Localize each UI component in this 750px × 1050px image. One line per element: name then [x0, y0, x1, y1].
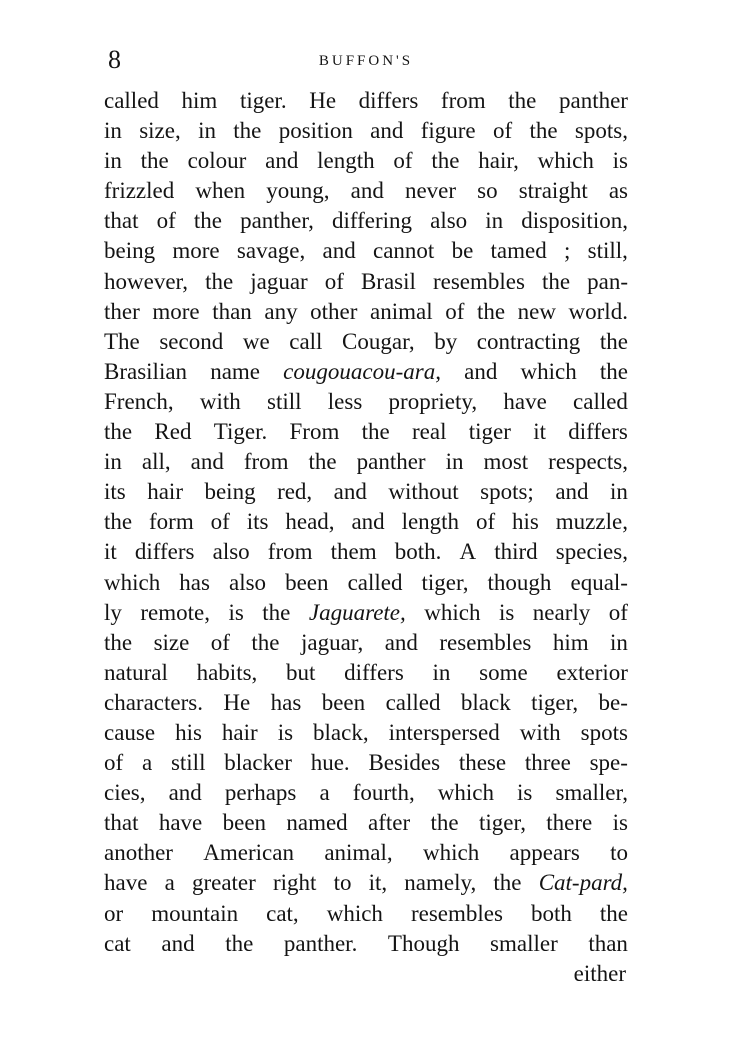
- word: Brasil: [360, 268, 416, 294]
- word: them: [330, 539, 377, 565]
- word: spots,: [574, 118, 628, 144]
- word: disposition,: [521, 208, 628, 234]
- word: a: [141, 750, 153, 776]
- word: but: [286, 659, 316, 685]
- word: of: [393, 148, 413, 174]
- word: which: [424, 599, 481, 625]
- word: to: [333, 870, 352, 896]
- word: been: [321, 689, 366, 715]
- word: by: [434, 328, 458, 354]
- word: which: [104, 569, 161, 595]
- word: He: [223, 689, 251, 715]
- word: when: [195, 178, 246, 204]
- word: called: [104, 88, 159, 113]
- word: spots;: [480, 479, 534, 505]
- word: tiger.: [239, 88, 287, 113]
- word: than: [588, 930, 628, 956]
- word: call: [289, 328, 323, 354]
- word: being: [204, 479, 256, 505]
- word: contracting: [476, 328, 581, 354]
- text-line: [104, 357, 628, 387]
- word: tiger,: [421, 569, 469, 595]
- word: exterior: [556, 659, 628, 685]
- word: of: [210, 509, 230, 535]
- catchword-line: [104, 959, 628, 989]
- word: being: [104, 238, 156, 264]
- word: American: [203, 840, 294, 866]
- word: and: [350, 178, 384, 204]
- word: straight: [518, 178, 588, 204]
- word: been: [222, 810, 267, 836]
- word: differs: [134, 539, 195, 565]
- text-line: [104, 899, 628, 929]
- word: length: [317, 148, 375, 174]
- word: world.: [568, 298, 628, 324]
- text-line: [104, 327, 628, 357]
- word: tamed: [490, 238, 547, 264]
- word: which: [326, 900, 383, 926]
- word: Cougar,: [342, 328, 415, 354]
- word: have: [104, 870, 148, 896]
- word: greater: [191, 870, 256, 896]
- word: be: [451, 238, 474, 264]
- word: equal-: [570, 569, 628, 595]
- text-line: [104, 868, 628, 898]
- word: The: [104, 328, 140, 354]
- word: the: [308, 449, 337, 475]
- text-line: [104, 236, 628, 266]
- word: other: [310, 298, 358, 324]
- word: is: [612, 810, 628, 836]
- word: in: [432, 659, 451, 685]
- word: species,: [555, 539, 628, 565]
- word: and: [168, 780, 202, 806]
- word: blacker: [224, 750, 292, 776]
- word: in: [104, 118, 122, 144]
- word: have: [503, 388, 547, 414]
- word: a: [319, 780, 330, 806]
- word: and: [370, 118, 404, 144]
- word: ly: [104, 599, 122, 625]
- word: as: [608, 178, 628, 204]
- word: right: [272, 870, 317, 896]
- word: have: [158, 810, 203, 836]
- word: is: [517, 780, 533, 806]
- text-line: [104, 417, 628, 447]
- word: the: [205, 268, 234, 294]
- word: differs: [344, 659, 404, 685]
- text-line: [104, 598, 628, 628]
- word: black,: [313, 719, 369, 745]
- word: resembles: [432, 268, 525, 294]
- word: the: [599, 900, 628, 926]
- word: second: [159, 328, 224, 354]
- word: the: [262, 599, 291, 625]
- text-line: [104, 116, 628, 146]
- word: panther.: [283, 930, 358, 956]
- text-line: [104, 718, 628, 748]
- word: the: [193, 208, 222, 234]
- word: so: [477, 178, 498, 204]
- word: muzzle,: [555, 509, 628, 535]
- word: from: [267, 539, 313, 565]
- word: figure: [420, 118, 476, 144]
- word: than: [212, 298, 252, 324]
- text-line: [104, 206, 628, 236]
- page-header: [104, 44, 628, 80]
- word: size: [153, 629, 190, 655]
- word: name: [210, 358, 261, 384]
- word: the: [104, 419, 133, 445]
- word: panther: [356, 449, 426, 475]
- word: Brasilian: [104, 358, 188, 384]
- word: and: [322, 238, 356, 264]
- word: the: [251, 629, 280, 655]
- word: is: [228, 599, 244, 625]
- word: jaguar: [250, 268, 308, 294]
- word: three: [524, 750, 571, 776]
- word: more: [172, 238, 220, 264]
- word: nearly: [532, 599, 591, 625]
- word: from: [440, 88, 486, 113]
- word: new: [517, 298, 556, 324]
- word: has: [270, 689, 302, 715]
- word: which: [437, 780, 494, 806]
- word: smaller: [490, 930, 558, 956]
- word: hair,: [478, 148, 519, 174]
- word: perhaps: [224, 780, 297, 806]
- word: characters.: [104, 689, 203, 715]
- word: young,: [266, 178, 330, 204]
- word: size,: [139, 118, 181, 144]
- word: named: [286, 810, 348, 836]
- word: without: [388, 479, 459, 505]
- word: with: [519, 719, 561, 745]
- word: cougouacou-ara,: [283, 358, 441, 384]
- word: its: [246, 509, 269, 535]
- word: also: [430, 208, 468, 234]
- word: called: [573, 388, 628, 414]
- word: differs: [568, 419, 628, 445]
- word: both.: [394, 539, 442, 565]
- word: is: [277, 719, 294, 745]
- word: cies,: [104, 780, 146, 806]
- word: red,: [277, 479, 313, 505]
- word: it,: [368, 870, 388, 896]
- word: tiger: [468, 419, 511, 445]
- word: both: [530, 900, 572, 926]
- word: is: [498, 599, 515, 625]
- word: and: [333, 479, 367, 505]
- word: the: [233, 118, 262, 144]
- word: spots: [580, 719, 628, 745]
- word: of: [492, 118, 513, 144]
- word: though: [487, 569, 552, 595]
- text-line: [104, 537, 628, 567]
- word: of: [475, 509, 496, 535]
- body-text: [104, 86, 628, 989]
- word: the: [140, 148, 169, 174]
- word: in: [610, 479, 628, 505]
- word: interspersed: [388, 719, 500, 745]
- word: of: [104, 750, 124, 776]
- word: black: [460, 689, 511, 715]
- word: Tiger.: [213, 419, 268, 445]
- word: animal: [370, 298, 433, 324]
- word: that: [104, 208, 139, 234]
- word: him: [181, 88, 218, 113]
- word: the: [541, 268, 571, 294]
- word: namely,: [404, 870, 477, 896]
- word: of: [324, 268, 344, 294]
- word: which: [520, 358, 577, 384]
- text-line: [104, 297, 628, 327]
- word: in: [485, 208, 504, 234]
- word: tiger,: [478, 810, 526, 836]
- word: also: [228, 569, 267, 595]
- word: propriety,: [388, 388, 478, 414]
- word: hue.: [310, 750, 350, 776]
- word: head,: [285, 509, 335, 535]
- text-line: [104, 748, 628, 778]
- word: the: [476, 298, 506, 324]
- word: Though: [387, 930, 460, 956]
- word: smaller,: [555, 780, 628, 806]
- word: hair: [221, 719, 258, 745]
- word: and: [384, 629, 418, 655]
- running-head: BUFFON'S: [318, 53, 414, 69]
- word: to: [610, 840, 628, 866]
- word: frizzled: [104, 178, 175, 204]
- text-line: [104, 658, 628, 688]
- word: From: [289, 419, 340, 445]
- word: length: [401, 509, 460, 535]
- word: been: [285, 569, 329, 595]
- word: real: [412, 419, 447, 445]
- word: the: [361, 419, 390, 445]
- word: any: [264, 298, 298, 324]
- word: we: [242, 328, 270, 354]
- word: in: [610, 629, 628, 655]
- word: Cat-pard,: [538, 870, 628, 896]
- word: the: [529, 118, 558, 144]
- word: cannot: [372, 238, 435, 264]
- word: these: [458, 750, 507, 776]
- word: it: [104, 539, 117, 565]
- word: from: [243, 449, 289, 475]
- word: still: [170, 750, 206, 776]
- word: there: [546, 810, 593, 836]
- word: He: [309, 88, 337, 113]
- word: tiger,: [531, 689, 579, 715]
- word: the: [104, 509, 133, 535]
- word: the: [599, 328, 628, 354]
- word: resembles: [439, 629, 532, 655]
- word: ;: [564, 238, 571, 264]
- word: the: [508, 88, 537, 113]
- word: hair: [147, 479, 183, 505]
- word: with: [199, 388, 241, 414]
- word: natural: [104, 659, 168, 685]
- word: it: [533, 419, 546, 445]
- word: also: [212, 539, 250, 565]
- text-line: [104, 688, 628, 718]
- word: mountain: [151, 900, 239, 926]
- word: still,: [587, 238, 628, 264]
- word: less: [327, 388, 363, 414]
- word: animal,: [324, 840, 393, 866]
- word: in: [198, 118, 216, 144]
- word: in: [104, 148, 122, 174]
- text-line: [104, 929, 628, 959]
- word: the: [104, 629, 133, 655]
- page-number: 8: [108, 45, 121, 74]
- word: cat,: [266, 900, 299, 926]
- word: called: [385, 689, 441, 715]
- word: respects,: [548, 449, 628, 475]
- word: of: [608, 599, 628, 625]
- text-line: [104, 628, 628, 658]
- text-line: [104, 808, 628, 838]
- word: still: [267, 388, 302, 414]
- word: his: [175, 719, 202, 745]
- text-line: [104, 146, 628, 176]
- text-line: [104, 507, 628, 537]
- word: all,: [141, 449, 171, 475]
- text-line: [104, 267, 628, 297]
- word: be-: [598, 689, 628, 715]
- word: the: [431, 148, 460, 174]
- word: colour: [187, 148, 247, 174]
- word: and: [464, 358, 498, 384]
- word: of: [156, 208, 176, 234]
- word: and: [555, 479, 589, 505]
- word: panther: [558, 88, 628, 113]
- word: of: [210, 629, 230, 655]
- word: the: [225, 930, 254, 956]
- word: and: [190, 449, 224, 475]
- word: fourth,: [352, 780, 415, 806]
- word: in: [104, 449, 122, 475]
- word: which: [537, 148, 594, 174]
- word: and: [351, 509, 385, 535]
- word: the: [493, 870, 522, 896]
- word: Besides: [368, 750, 441, 776]
- word: its: [104, 479, 126, 505]
- word: him: [552, 629, 589, 655]
- word: after: [368, 810, 411, 836]
- word: A: [459, 539, 477, 565]
- word: of: [445, 298, 465, 324]
- word: form: [149, 509, 194, 535]
- word: cat: [104, 930, 131, 956]
- word: most: [483, 449, 529, 475]
- word: position: [278, 118, 353, 144]
- word: ther: [104, 298, 140, 324]
- word: differing: [331, 208, 413, 234]
- text-line: [104, 387, 628, 417]
- word: is: [612, 148, 628, 174]
- text-line: [104, 778, 628, 808]
- word: a: [164, 870, 175, 896]
- word: and: [161, 930, 195, 956]
- word: resembles: [410, 900, 503, 926]
- text-line: [104, 568, 628, 598]
- text-line: [104, 838, 628, 868]
- text-line: [104, 176, 628, 206]
- word: has: [179, 569, 210, 595]
- word: another: [104, 840, 173, 866]
- word: never: [404, 178, 457, 204]
- word: the: [430, 810, 459, 836]
- word: differs: [358, 88, 419, 113]
- word: that: [104, 810, 139, 836]
- text-line: [104, 86, 628, 116]
- word: French,: [104, 388, 174, 414]
- word: savage,: [236, 238, 306, 264]
- word: third: [494, 539, 538, 565]
- word: the: [599, 358, 628, 384]
- word: appears: [509, 840, 580, 866]
- word: remote,: [140, 599, 210, 625]
- word: and: [265, 148, 299, 174]
- word: Red: [154, 419, 192, 445]
- catchword: either: [573, 960, 626, 986]
- word: cause: [104, 719, 156, 745]
- word: however,: [104, 268, 189, 294]
- word: habits,: [196, 659, 258, 685]
- text-line: [104, 477, 628, 507]
- word: some: [479, 659, 528, 685]
- text-line: [104, 447, 628, 477]
- word: called: [347, 569, 403, 595]
- word: or: [104, 900, 124, 926]
- word: in: [445, 449, 464, 475]
- word: Jaguarete,: [308, 599, 406, 625]
- word: spe-: [589, 750, 628, 776]
- word: pan-: [587, 268, 628, 294]
- word: panther,: [240, 208, 314, 234]
- word: his: [512, 509, 539, 535]
- word: more: [152, 298, 200, 324]
- word: which: [422, 840, 480, 866]
- word: jaguar,: [300, 629, 364, 655]
